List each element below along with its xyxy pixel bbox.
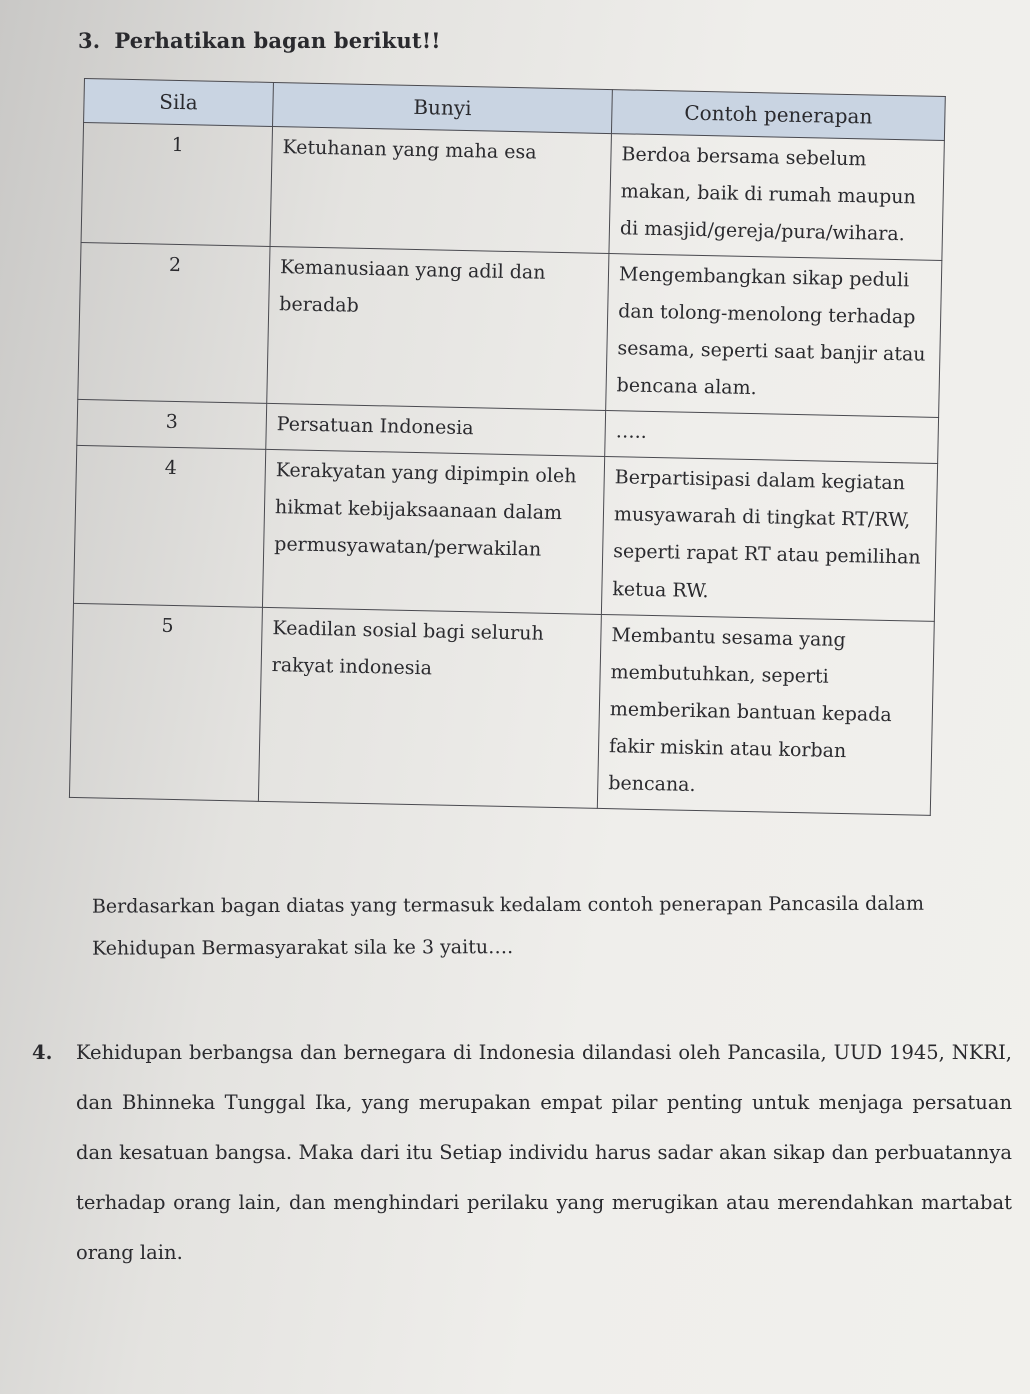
question-3-prompt-line-1: Berdasarkan bagan diatas yang termasuk kedalam contoh penerapan Pancasila dalam <box>91 892 925 918</box>
question-3-heading-text: Perhatikan bagan berikut!! <box>114 28 441 53</box>
header-contoh: Contoh penerapan <box>611 90 945 141</box>
sila-number: 2 <box>78 243 270 404</box>
table-row <box>81 123 944 261</box>
question-4-text: Kehidupan berbangsa dan bernegara di Indonesia dilandasi oleh Pancasila, UUD 1945, NKRI, dan Bhinneka Tunggal Ika, yang merupakan empat pilar penting untuk menjaga persatuan dan kesatuan bangsa. Maka dari itu Setiap individu harus sadar akan sikap dan perbuatannya terhadap orang lain, dan menghindari perilaku yang merugikan atau merendahkan martabat orang lain. <box>76 1041 1012 1264</box>
sila-number: 1 <box>81 123 272 247</box>
table-row <box>74 446 938 621</box>
sila-contoh: Berpartisipasi dalam kegiatan musyawarah di tingkat RT/RW, seperti rapat RT atau pemilihan ketua RW. <box>601 457 937 621</box>
question-4-number: 4. <box>32 1041 53 1064</box>
pancasila-table <box>69 78 946 816</box>
pancasila-table-wrapper <box>69 78 970 816</box>
question-3-heading <box>78 28 441 53</box>
sila-number: 5 <box>69 603 262 801</box>
sila-contoh-blank: ….. <box>605 411 939 464</box>
question-3-prompt-line-2: Kehidupan Bermasyarakat sila ke 3 yaitu…. <box>92 936 514 960</box>
sila-bunyi: Ketuhanan yang maha esa <box>270 126 611 253</box>
header-bunyi: Bunyi <box>273 82 613 133</box>
table-row <box>69 603 934 815</box>
sila-bunyi: Persatuan Indonesia <box>266 404 606 457</box>
sila-bunyi: Kerakyatan yang dipimpin oleh hikmat kebijaksaanaan dalam permusyawatan/perwakilan <box>262 450 604 614</box>
sila-bunyi: Keadilan sosial bagi seluruh rakyat indonesia <box>258 607 601 808</box>
sila-number: 4 <box>74 446 266 607</box>
question-4 <box>32 1028 1012 1278</box>
sila-bunyi: Kemanusiaan yang adil dan beradab <box>267 247 609 411</box>
table-row <box>78 243 942 418</box>
question-3-number: 3. <box>78 28 101 53</box>
sila-contoh: Mengembangkan sikap peduli dan tolong-menolong terhadap sesama, seperti saat banjir atau bencana alam. <box>606 254 942 418</box>
question-3-prompt <box>92 882 992 969</box>
sila-contoh: Berdoa bersama sebelum makan, baik di rumah maupun di masjid/gereja/pura/wihara. <box>609 134 944 261</box>
sila-number: 3 <box>77 400 267 450</box>
sila-contoh: Membantu sesama yang membutuhkan, seperti memberikan bantuan kepada fakir miskin atau korban bencana. <box>597 614 934 815</box>
header-sila: Sila <box>84 79 274 127</box>
